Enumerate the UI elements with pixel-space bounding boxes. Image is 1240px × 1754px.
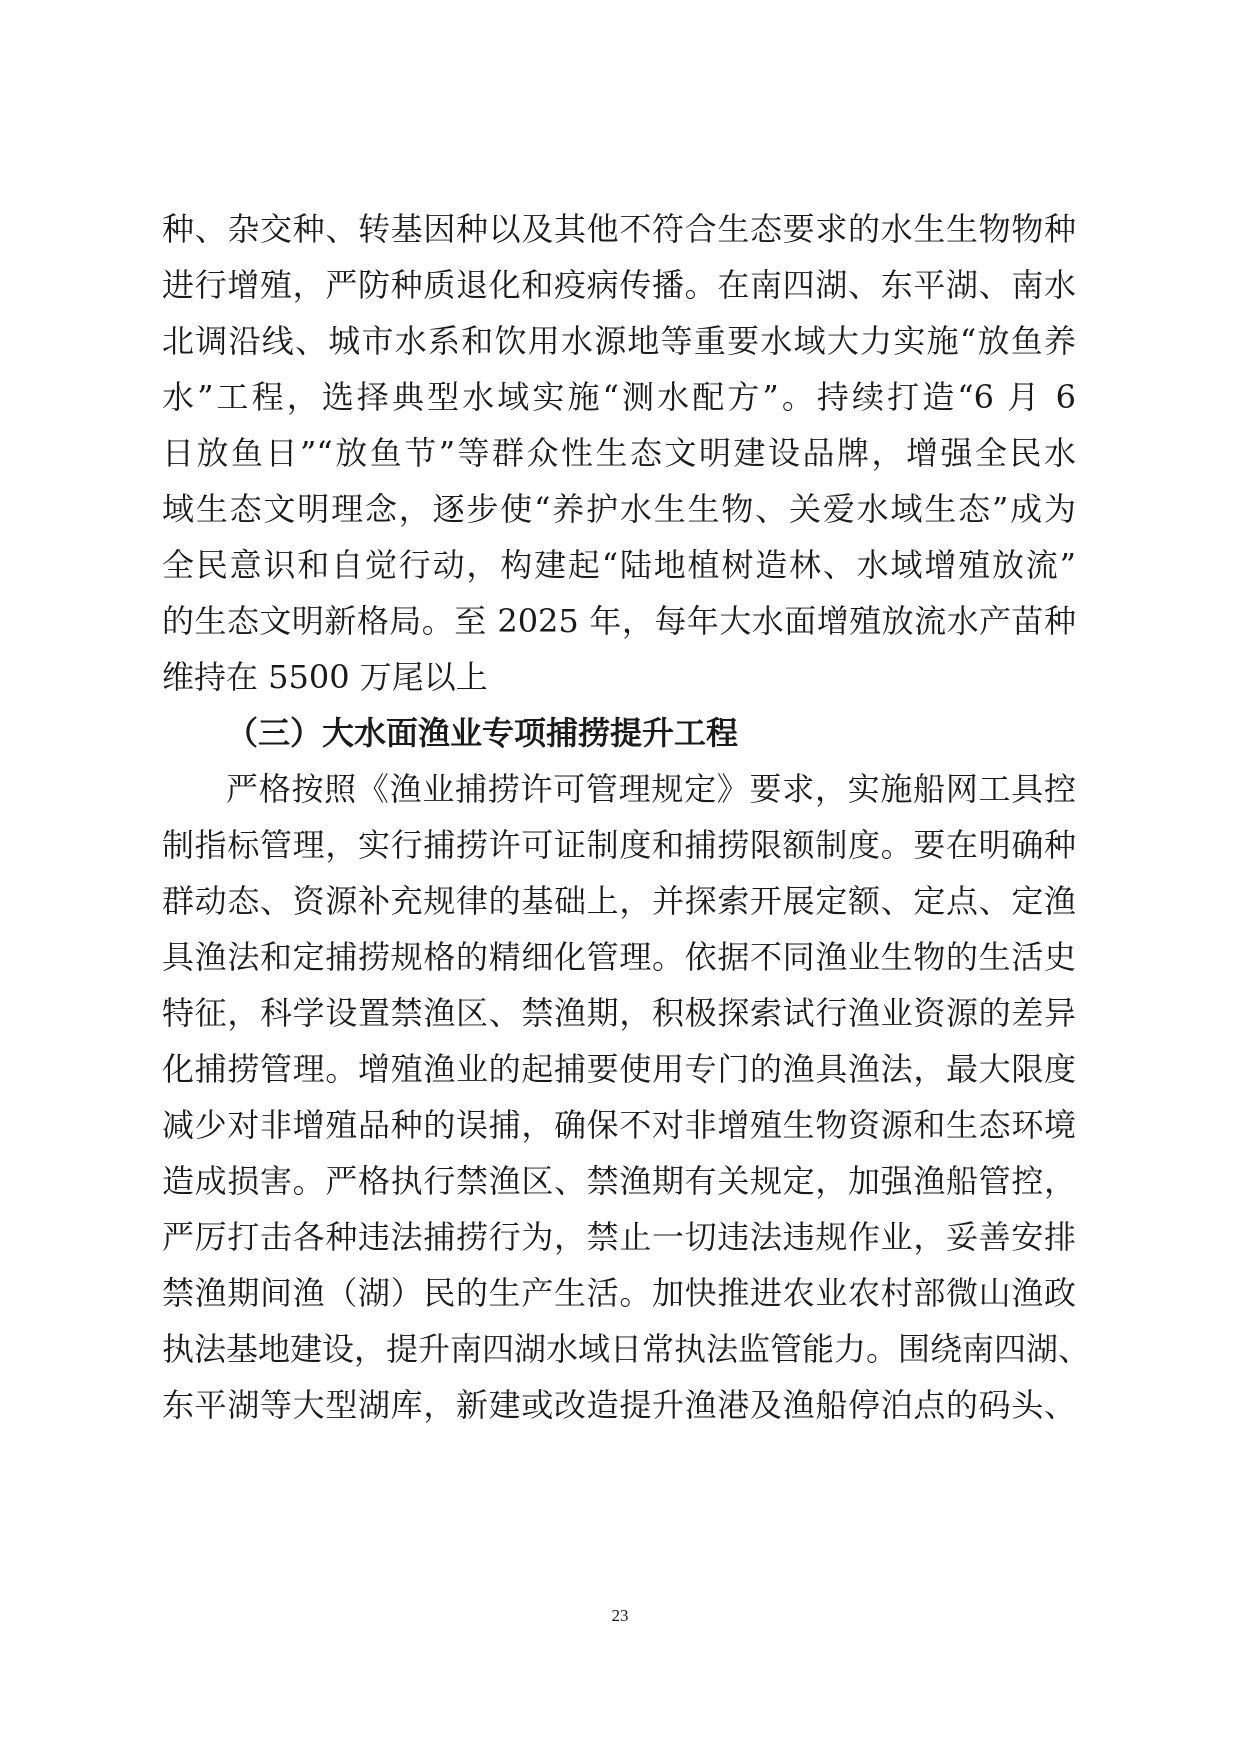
text-line: 全民意识和自觉行动，构建起“陆地植树造林、水域增殖放流” xyxy=(162,546,1076,584)
text-line: 造成损害。严格执行禁渔区、禁渔期有关规定，加强渔船管控， xyxy=(162,1162,1076,1200)
text-line: 日放鱼日”“放鱼节”等群众性生态文明建设品牌，增强全民水 xyxy=(162,434,1076,472)
text-line: 化捕捞管理。增殖渔业的起捕要使用专门的渔具渔法，最大限度 xyxy=(162,1050,1076,1088)
text-line: 北调沿线、城市水系和饮用水源地等重要水域大力实施“放鱼养 xyxy=(162,322,1076,360)
text-line: 制指标管理，实行捕捞许可证制度和捕捞限额制度。要在明确种 xyxy=(162,826,1076,864)
text-line: 种、杂交种、转基因种以及其他不符合生态要求的水生生物物种 xyxy=(162,210,1076,248)
page-number: 23 xyxy=(611,1606,629,1625)
text-line: 域生态文明理念，逐步使“养护水生生物、关爱水域生态”成为 xyxy=(162,490,1076,528)
text-line: 严厉打击各种违法捕捞行为，禁止一切违法违规作业，妥善安排 xyxy=(162,1218,1076,1256)
text-line: 东平湖等大型湖库，新建或改造提升渔港及渔船停泊点的码头、 xyxy=(162,1386,1076,1424)
text-line: 具渔法和定捕捞规格的精细化管理。依据不同渔业生物的生活史 xyxy=(162,938,1076,976)
text-line: 维持在 5500 万尾以上 xyxy=(162,658,488,696)
text-line: 禁渔期间渔（湖）民的生产生活。加快推进农业农村部微山渔政 xyxy=(162,1274,1076,1312)
text-line: 减少对非增殖品种的误捕，确保不对非增殖生物资源和生态环境 xyxy=(162,1106,1076,1144)
text-line: 的生态文明新格局。至 2025 年，每年大水面增殖放流水产苗种 xyxy=(162,602,1076,640)
text-line: 水”工程，选择典型水域实施“测水配方”。持续打造“6 月 6 xyxy=(162,378,1076,416)
text-line: 群动态、资源补充规律的基础上，并探索开展定额、定点、定渔 xyxy=(162,882,1076,920)
text-line: 严格按照《渔业捕捞许可管理规定》要求，实施船网工具控 xyxy=(226,770,1076,808)
section-heading: （三）大水面渔业专项捕捞提升工程 xyxy=(226,714,739,752)
text-line: 执法基地建设，提升南四湖水域日常执法监管能力。围绕南四湖、 xyxy=(162,1330,1091,1368)
text-line: 特征，科学设置禁渔区、禁渔期，积极探索试行渔业资源的差异 xyxy=(162,994,1076,1032)
text-line: 进行增殖，严防种质退化和疫病传播。在南四湖、东平湖、南水 xyxy=(162,266,1076,304)
